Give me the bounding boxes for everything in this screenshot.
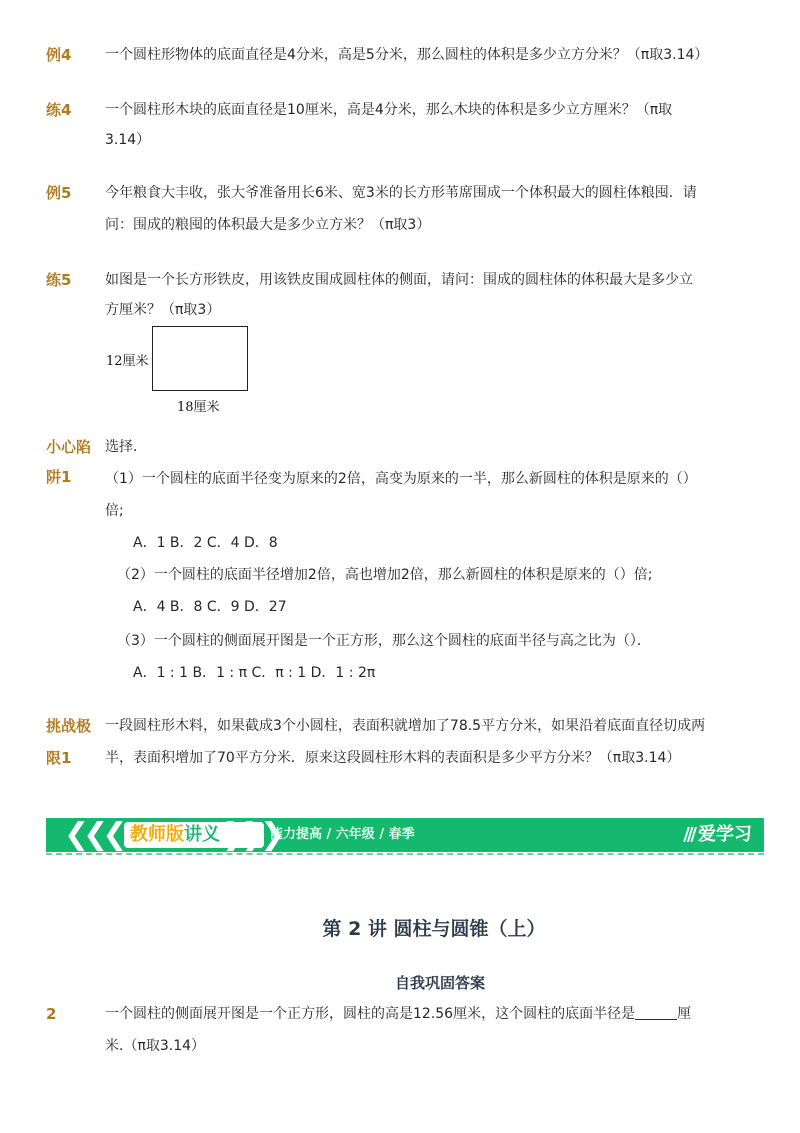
answer-2-text-a: 一个圆柱的侧面展开图是一个正方形，圆柱的高是12.56厘米，这个圆柱的底面半径是 <box>105 1006 636 1022</box>
challenge-label-line2: 限1 <box>46 749 72 767</box>
chevron-right-icon: ❯❯❯ <box>222 818 280 852</box>
trap-q2: （2）一个圆柱的底面半径增加2倍，高也增加2倍，那么新圆柱的体积是原来的（）倍; <box>117 567 653 583</box>
answer-2-text-b: 厘 <box>677 1006 692 1022</box>
example-5-label: 例5 <box>46 184 72 202</box>
banner-title-main: 教师版 <box>130 824 184 845</box>
trap-q1-options: A．1 B．2 C．4 D．8 <box>133 535 278 551</box>
trap-label-line1: 小心陷 <box>46 438 92 456</box>
trap-label-line2: 阱1 <box>46 468 72 486</box>
practice-4-text-cont: 3.14） <box>105 132 151 148</box>
trap-q1-cont: 倍; <box>105 503 124 519</box>
banner-title-accent: 讲义 <box>184 824 220 845</box>
practice-4-text: 一个圆柱形木块的底面直径是10厘米，高是4分米，那么木块的体积是多少立方厘米？（π取 <box>105 102 673 118</box>
challenge-label-line1: 挑战极 <box>46 717 92 735</box>
practice-5-text-cont: 方厘米？（π取3） <box>105 302 221 318</box>
answer-2-text <box>105 998 691 1030</box>
brand-logo <box>683 818 752 852</box>
answer-blank[interactable] <box>635 1003 677 1020</box>
banner-title <box>130 822 220 848</box>
answer-subtitle: 自我巩固答案 <box>394 974 485 992</box>
trap-q3-options: A．1 : 1 B．1 : π C．π : 1 D．1 : 2π <box>133 665 376 681</box>
example-5-text: 今年粮食大丰收，张大爷准备用长6米、宽3米的长方形苇席围成一个体积最大的圆柱体粮囤．请 <box>105 185 697 201</box>
practice-5-label: 练5 <box>46 271 72 289</box>
trap-q2-options: A．4 B．8 C．9 D．27 <box>133 599 287 615</box>
example-5-text-cont: 问：围成的粮囤的体积最大是多少立方米？（π取3） <box>105 217 431 233</box>
trap-intro: 选择． <box>105 439 147 455</box>
answer-2-label: 2 <box>46 1005 57 1023</box>
banner-breadcrumb: 能力提高 / 六年级 / 春季 <box>270 827 415 842</box>
answer-2-text-cont: 米.（π取3.14） <box>105 1038 206 1054</box>
logo-mark-icon: /// <box>683 824 694 845</box>
chevron-left-icon: ❮❮❮ <box>64 818 122 852</box>
example-4-text: 一个圆柱形物体的底面直径是4分米，高是5分米，那么圆柱的体积是多少立方分米？（π取3.14） <box>105 47 709 63</box>
trap-q3: （3）一个圆柱的侧面展开图是一个正方形，那么这个圆柱的底面半径与高之比为（）． <box>117 633 651 649</box>
rectangle-figure <box>152 326 248 391</box>
figure-width-label: 18厘米 <box>177 400 220 415</box>
practice-4-label: 练4 <box>46 101 72 119</box>
challenge-text: 一段圆柱形木料，如果截成3个小圆柱，表面积就增加了78.5平方分米，如果沿着底面直径切成两 <box>105 718 706 734</box>
lecture-banner <box>46 818 764 852</box>
trap-q1: （1）一个圆柱的底面半径变为原来的2倍，高变为原来的一半，那么新圆柱的体积是原来的（） <box>105 471 697 487</box>
example-4-label: 例4 <box>46 46 72 64</box>
figure-height-label: 12厘米 <box>106 354 149 369</box>
challenge-text-cont: 半，表面积增加了70平方分米．原来这段圆柱形木料的表面积是多少平方分米？（π取3.14） <box>105 750 681 766</box>
lecture-title: 第 2 讲 圆柱与圆锥（上） <box>322 918 546 940</box>
brand-logo-text: 爱学习 <box>698 824 752 845</box>
practice-5-text: 如图是一个长方形铁皮，用该铁皮围成圆柱体的侧面，请问：围成的圆柱体的体积最大是多少立 <box>105 272 693 288</box>
banner-divider <box>46 853 764 855</box>
